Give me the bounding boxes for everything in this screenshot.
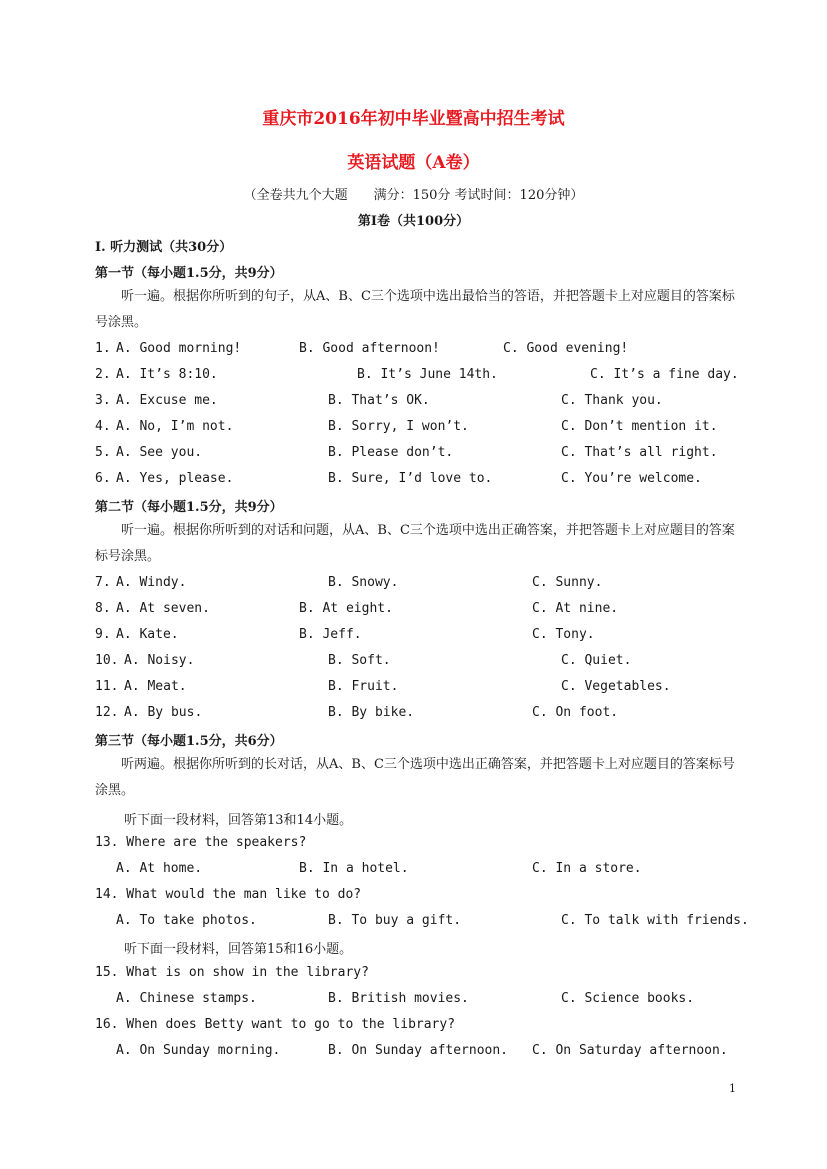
- item-number: 12.: [95, 705, 119, 720]
- option-a: A. Windy.: [116, 575, 187, 590]
- option-c: C. Good evening!: [503, 341, 629, 356]
- item-number: 5.: [95, 445, 111, 460]
- option-a: A. Kate.: [116, 627, 179, 642]
- question-15: 15. What is on show in the library?: [95, 965, 369, 980]
- part-heading: 第Ⅰ卷（共100分）: [357, 214, 470, 229]
- s3-instruction: 听两遍。根据你所听到的长对话，从A、B、C三个选项中选出正确答案，并把答题卡上对应题目的答案标号涂黑。: [95, 757, 735, 798]
- option-c: C. You’re welcome.: [561, 471, 702, 486]
- option-b: B. Good afternoon!: [299, 341, 440, 356]
- option-a: A. It’s 8:10.: [116, 367, 218, 382]
- option-b: B. At eight.: [299, 601, 393, 616]
- option-a: A. Excuse me.: [116, 393, 218, 408]
- option-b: B. Jeff.: [299, 627, 362, 642]
- exam-subtitle: 英语试题（A卷）: [347, 153, 480, 173]
- item-number: 10.: [95, 653, 119, 668]
- option-b: B. Sure, I’d love to.: [328, 471, 493, 486]
- question-16: 16. When does Betty want to go to the library?: [95, 1017, 456, 1032]
- option-b: B. Sorry, I won’t.: [328, 419, 469, 434]
- item-number: 9.: [95, 627, 111, 642]
- exam-info: （全卷共九个大题 满分：150分 考试时间：120分钟）: [243, 188, 584, 203]
- question-14: 14. What would the man like to do?: [95, 887, 362, 902]
- page-number: 1: [729, 1082, 736, 1095]
- option-b: B. That’s OK.: [328, 393, 430, 408]
- item-number: 8.: [95, 601, 111, 616]
- option-c: C. In a store.: [532, 861, 642, 876]
- option-a: A. See you.: [116, 445, 203, 460]
- option-b: B. Snowy.: [328, 575, 399, 590]
- item-number: 1.: [95, 341, 111, 356]
- option-b: B. In a hotel.: [299, 861, 409, 876]
- s1-instruction: 听一遍。根据你所听到的句子，从A、B、C三个选项中选出最恰当的答语，并把答题卡上对应题目的答案标号涂黑。: [95, 289, 735, 330]
- section-heading: I. 听力测试（共30分）: [95, 240, 233, 255]
- option-a: A. On Sunday morning.: [116, 1043, 281, 1058]
- option-b: B. Soft.: [328, 653, 391, 668]
- option-c: C. On Saturday afternoon.: [532, 1043, 728, 1058]
- item-number: 7.: [95, 575, 111, 590]
- option-b: B. Fruit.: [328, 679, 399, 694]
- option-b: B. British movies.: [328, 991, 469, 1006]
- option-c: C. Quiet.: [561, 653, 632, 668]
- item-number: 11.: [95, 679, 119, 694]
- item-number: 3.: [95, 393, 111, 408]
- s2-instruction: 听一遍。根据你所听到的对话和问题，从A、B、C三个选项中选出正确答案，并把答题卡上对应题目的答案标号涂黑。: [95, 523, 735, 564]
- question-13: 13. Where are the speakers?: [95, 835, 307, 850]
- option-a: A. To take photos.: [116, 913, 257, 928]
- option-c: C. At nine.: [532, 601, 619, 616]
- s3-heading: 第三节（每小题1.5分，共6分）: [95, 734, 283, 749]
- option-c: C. On foot.: [532, 705, 619, 720]
- item-number: 4.: [95, 419, 111, 434]
- option-c: C. Vegetables.: [561, 679, 671, 694]
- option-c: C. Science books.: [561, 991, 695, 1006]
- s3-note-2: 听下面一段材料，回答第15和16小题。: [124, 942, 353, 957]
- item-number: 6.: [95, 471, 111, 486]
- option-b: B. By bike.: [328, 705, 415, 720]
- option-c: C. That’s all right.: [561, 445, 718, 460]
- option-a: A. Yes, please.: [116, 471, 234, 486]
- option-b: B. Please don’t.: [328, 445, 454, 460]
- s3-note-1: 听下面一段材料，回答第13和14小题。: [124, 813, 353, 828]
- option-a: A. At home.: [116, 861, 203, 876]
- option-a: A. By bus.: [124, 705, 203, 720]
- option-c: C. Tony.: [532, 627, 595, 642]
- s2-heading: 第二节（每小题1.5分，共9分）: [95, 500, 283, 515]
- s1-heading: 第一节（每小题1.5分，共9分）: [95, 266, 283, 281]
- option-c: C. Thank you.: [561, 393, 663, 408]
- option-a: A. Good morning!: [116, 341, 242, 356]
- option-b: B. To buy a gift.: [328, 913, 462, 928]
- option-c: C. Don’t mention it.: [561, 419, 718, 434]
- option-c: C. Sunny.: [532, 575, 603, 590]
- option-a: A. Meat.: [124, 679, 187, 694]
- exam-title: 重庆市2016年初中毕业暨高中招生考试: [262, 109, 565, 129]
- option-c: C. To talk with friends.: [561, 913, 749, 928]
- option-c: C. It’s a fine day.: [590, 367, 739, 382]
- item-number: 2.: [95, 367, 111, 382]
- option-a: A. Noisy.: [124, 653, 195, 668]
- option-a: A. No, I’m not.: [116, 419, 234, 434]
- option-b: B. It’s June 14th.: [357, 367, 498, 382]
- option-a: A. Chinese stamps.: [116, 991, 257, 1006]
- option-b: B. On Sunday afternoon.: [328, 1043, 509, 1058]
- option-a: A. At seven.: [116, 601, 210, 616]
